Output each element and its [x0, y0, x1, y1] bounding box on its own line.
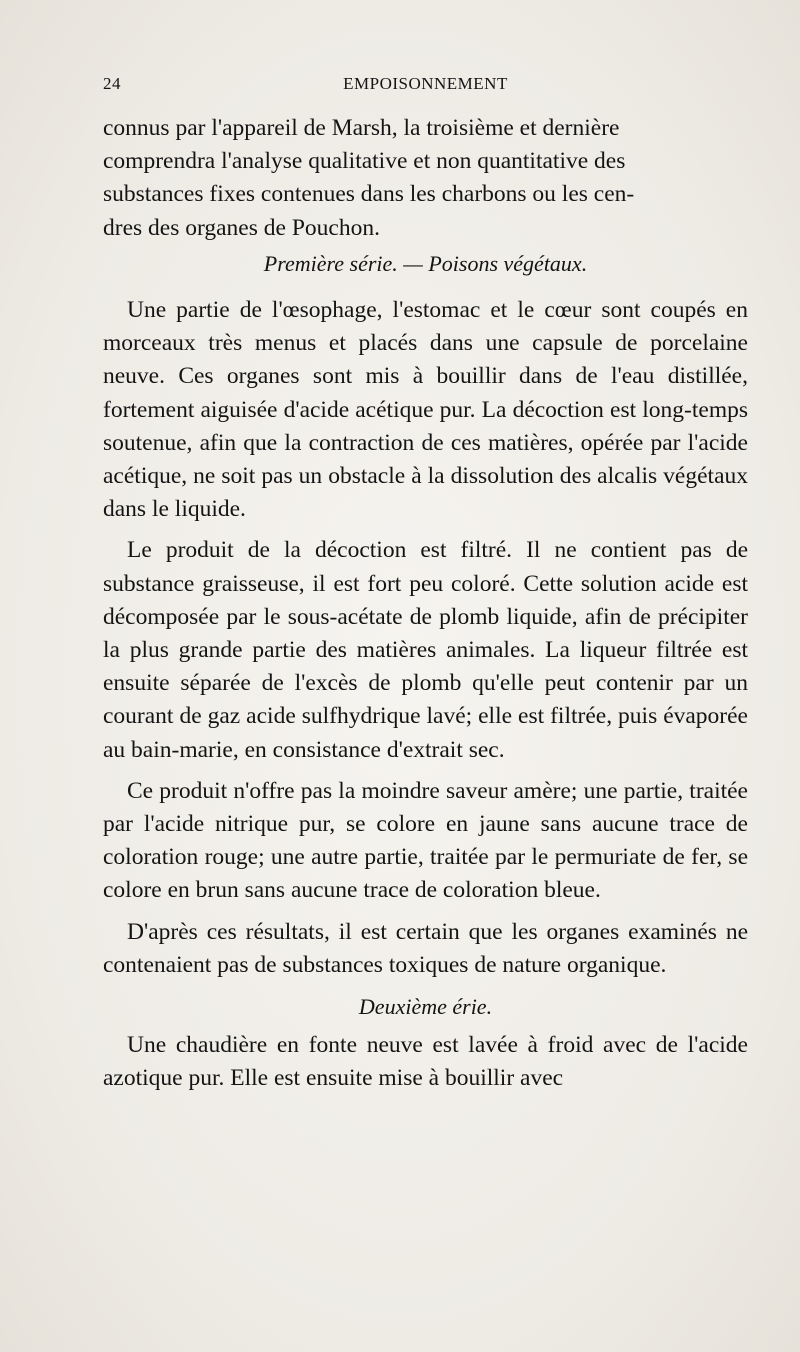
- running-title: EMPOISONNEMENT: [343, 74, 508, 93]
- paragraph-2: Le produit de la décoction est filtré. Il ne contient pas de substance graisseuse, il est fort peu coloré. Cette solution acide est décomposée par le sous-acétate de plomb liquide, afin de précipiter la plus grande partie des matières animales. La liqueur filtrée est ensuite séparée de l'excès de plomb qu'elle peut contenir par un courant de gaz acide sulfhydrique lavé; elle est filtrée, puis évaporée au bain-marie, en consistance d'extrait sec.: [103, 537, 748, 763]
- intro-line-3: substances fixes contenues dans les charbons ou les cen-: [103, 181, 635, 208]
- paragraph-1: Une partie de l'œsophage, l'estomac et le cœur sont coupés en morceaux très menus et placés dans une capsule de porcelaine neuve. Ces organes sont mis à bouillir dans de l'eau distillée, fortement aiguisée d'acide acétique pur. La décoction est long-temps soutenue, afin que la contraction de ces matières, opérée par l'acide acétique, ne soit pas un obstacle à la dissolution des alcalis végétaux dans le liquide.: [103, 297, 748, 523]
- paragraph-4: D'après ces résultats, il est certain que les organes examinés ne contenaient pas de substances toxiques de nature organique.: [103, 918, 748, 978]
- page-header: [103, 74, 748, 100]
- intro-line-4: dres des organes de Pouchon.: [103, 214, 380, 241]
- paragraph-5: Une chaudière en fonte neuve est lavée à froid avec de l'acide azotique pur. Elle est ensuite mise à bouillir avec: [103, 1032, 748, 1092]
- page-text: [103, 112, 748, 1096]
- page-number: 24: [103, 74, 121, 93]
- intro-paragraph: [103, 112, 748, 245]
- paragraph-3: Ce produit n'offre pas la moindre saveur amère; une partie, traitée par l'acide nitrique pur, se colore en jaune sans aucune trace de coloration rouge; une autre partie, traitée par le permuriate de fer, se colore en brun sans aucune trace de coloration bleue.: [103, 777, 748, 904]
- intro-line-1: connus par l'appareil de Marsh, la troisième et dernière: [103, 115, 620, 141]
- section-heading-first-series: Première série. — Poisons végétaux.: [263, 250, 588, 276]
- intro-line-2: comprendra l'analyse qualitative et non quantitative des: [103, 148, 626, 175]
- section-heading-second-series: Deuxième érie.: [358, 994, 493, 1020]
